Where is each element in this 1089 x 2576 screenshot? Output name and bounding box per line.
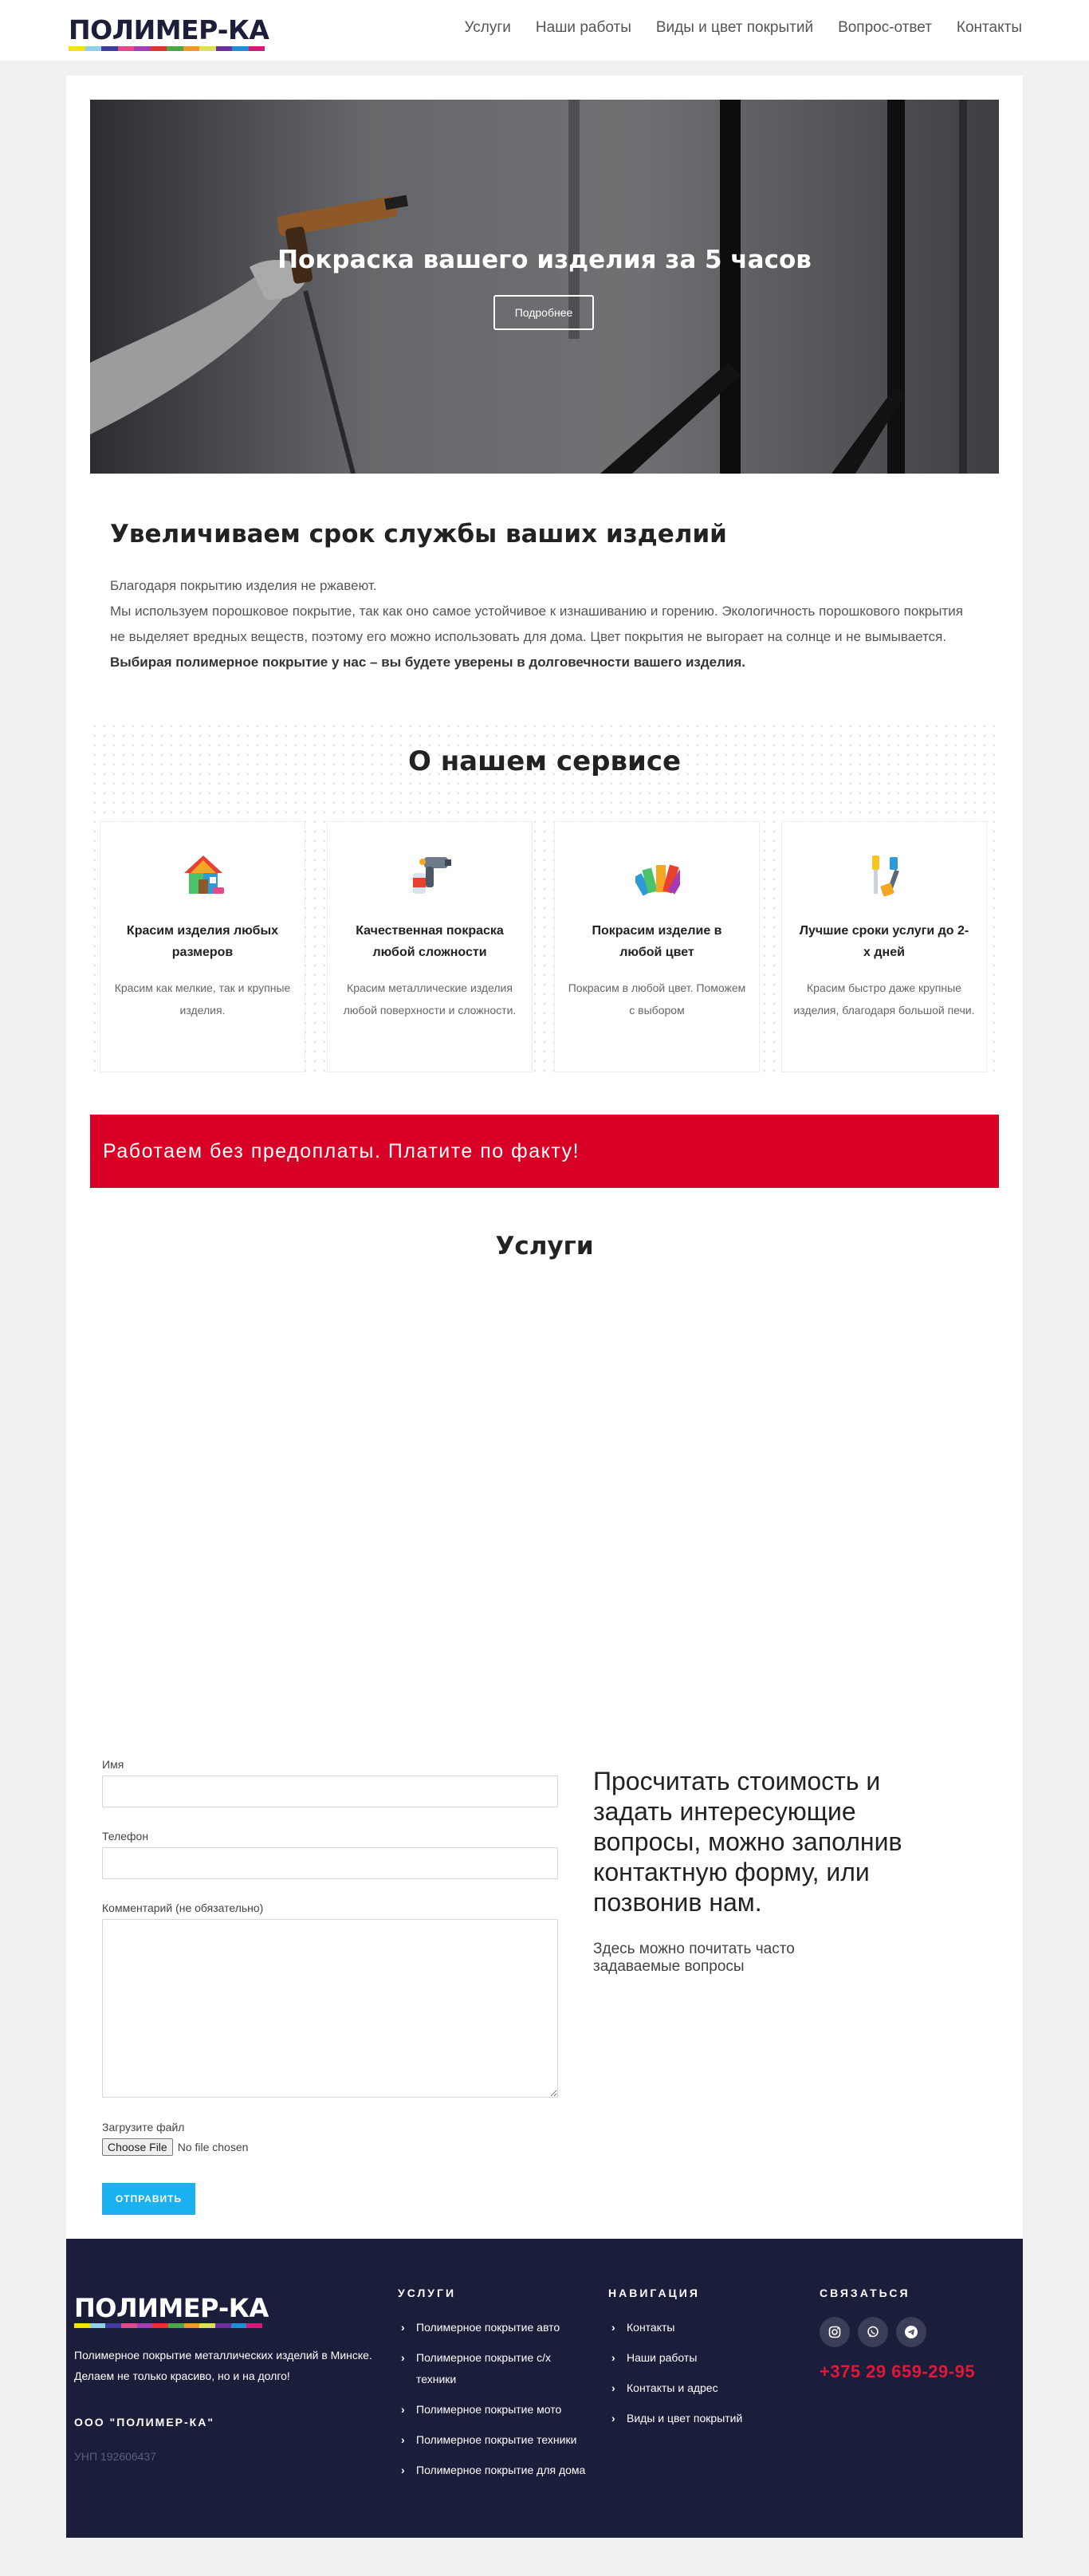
nav-link-coatings[interactable]: Виды и цвет покрытий xyxy=(655,19,814,36)
footer-services-title: УСЛУГИ xyxy=(398,2287,457,2299)
paint-brushes-icon xyxy=(863,852,907,900)
chevron-right-icon: › xyxy=(401,2351,405,2364)
intro-heading: Увеличиваем срок службы ваших изделий xyxy=(110,520,727,549)
nav-link-contacts[interactable]: Контакты xyxy=(956,19,1022,36)
footer-contact-title: СВЯЗАТЬСЯ xyxy=(820,2287,910,2299)
hero-title: Покраска вашего изделия за 5 часов xyxy=(277,246,812,274)
service-heading: О нашем сервисе xyxy=(407,745,682,777)
hero-banner xyxy=(90,100,999,474)
chevron-right-icon: › xyxy=(401,2433,405,2446)
logo-stripe-segment xyxy=(199,46,216,51)
instagram-icon[interactable] xyxy=(820,2317,850,2347)
intro-bold-line: Выбирая полимерное покрытие у нас – вы будете уверены в долговечности вашего изделия. xyxy=(110,655,746,670)
logo-stripe-segment xyxy=(69,46,85,51)
file-label: Загрузите файл xyxy=(102,2121,185,2134)
footer-nav-link[interactable]: › Виды и цвет покрытий xyxy=(608,2408,792,2429)
contact-form xyxy=(102,1758,558,2215)
footer-nav-column xyxy=(608,2287,792,2438)
logo-stripe-segment xyxy=(184,2323,200,2328)
logo-stripe-segment xyxy=(118,46,135,51)
phone-input[interactable] xyxy=(102,1847,558,1879)
footer-service-link[interactable]: › Полимерное покрытие с/х техники xyxy=(398,2347,589,2390)
footer-logo[interactable] xyxy=(74,2293,269,2328)
logo-color-stripe xyxy=(69,46,265,51)
hero-overlay xyxy=(90,100,999,474)
footer-contact-column xyxy=(820,2287,975,2382)
footer-nav-title: НАВИГАЦИЯ xyxy=(608,2287,700,2299)
logo-stripe-segment xyxy=(151,46,167,51)
services-heading: Услуги xyxy=(495,1232,594,1260)
site-footer xyxy=(66,2239,1023,2538)
service-card-text: Покрасим в любой цвет. Поможем с выбором xyxy=(568,981,746,1017)
logo-stripe-segment xyxy=(249,46,265,51)
main-nav xyxy=(464,19,1022,37)
intro-line: Мы используем порошковое покрытие, так как оно самое устойчивое к изнашиванию и горению. Экологичность порошкового покрытия не выделяет вредных веществ, поэтому его можно использовать для дома. Цвет покрытия не выгорает на солнце и не вымывается. xyxy=(110,604,963,644)
service-card xyxy=(554,821,760,1072)
footer-nav-link[interactable]: › Контакты и адрес xyxy=(608,2377,792,2399)
site-header xyxy=(0,0,1089,61)
choose-file-button[interactable]: Choose File xyxy=(102,2138,173,2156)
intro-text xyxy=(110,573,979,675)
service-card-title: Качественная покраска любой сложности xyxy=(356,924,504,959)
comment-label: Комментарий (не обязательно) xyxy=(102,1902,264,1914)
name-input[interactable] xyxy=(102,1776,558,1807)
intro-line: Благодаря покрытию изделия не ржавеют. xyxy=(110,578,377,593)
name-label: Имя xyxy=(102,1758,124,1771)
footer-service-link[interactable]: › Полимерное покрытие мото xyxy=(398,2399,589,2421)
footer-unp: УНП 192606437 xyxy=(74,2450,157,2463)
chevron-right-icon: › xyxy=(611,2381,615,2394)
service-card-text: Красим как мелкие, так и крупные изделия. xyxy=(114,981,291,1017)
logo-stripe-segment xyxy=(101,46,118,51)
chevron-right-icon: › xyxy=(611,2321,615,2334)
logo-text: ПОЛИМЕР-КА xyxy=(69,14,269,45)
logo-stripe-segment xyxy=(215,2323,231,2328)
file-upload xyxy=(102,2138,558,2156)
banner-text: Работаем без предоплаты. Платите по факту! xyxy=(103,1139,580,1162)
logo-stripe-segment xyxy=(168,2323,184,2328)
logo-stripe-segment xyxy=(85,46,102,51)
footer-phone[interactable]: +375 29 659-29-95 xyxy=(820,2362,976,2381)
service-card xyxy=(100,821,305,1072)
logo-stripe-segment xyxy=(199,2323,215,2328)
footer-service-link[interactable]: › Полимерное покрытие техники xyxy=(398,2429,589,2451)
logo-stripe-segment xyxy=(90,2323,106,2328)
chevron-right-icon: › xyxy=(401,2464,405,2476)
no-prepayment-banner xyxy=(90,1115,999,1188)
footer-company: ООО "ПОЛИМЕР-КА" xyxy=(74,2416,214,2429)
color-palette-icon xyxy=(635,852,680,900)
cta-heading: Просчитать стоимость и задать интересующие вопросы, можно заполнив контактную форму, или позвонив нам. xyxy=(593,1767,902,1917)
service-cards xyxy=(100,821,987,1072)
footer-services-column xyxy=(398,2287,589,2490)
service-section xyxy=(90,722,999,1076)
service-card-title: Покрасим изделие в любой цвет xyxy=(592,924,722,959)
footer-logo-color-stripe xyxy=(74,2323,262,2328)
chevron-right-icon: › xyxy=(611,2412,615,2425)
footer-logo-text: ПОЛИМЕР-КА xyxy=(74,2293,269,2323)
logo-stripe-segment xyxy=(231,2323,247,2328)
chevron-right-icon: › xyxy=(401,2321,405,2334)
logo-stripe-segment xyxy=(232,46,249,51)
logo-stripe-segment xyxy=(246,2323,262,2328)
logo-stripe-segment xyxy=(152,2323,168,2328)
logo-stripe-segment xyxy=(216,46,233,51)
nav-link-works[interactable]: Наши работы xyxy=(535,19,631,36)
footer-nav-link[interactable]: › Контакты xyxy=(608,2317,792,2338)
main-content xyxy=(66,76,1023,2239)
submit-button[interactable]: ОТПРАВИТЬ xyxy=(102,2183,195,2215)
footer-service-link[interactable]: › Полимерное покрытие для дома xyxy=(398,2460,589,2481)
logo-stripe-segment xyxy=(137,2323,153,2328)
service-card-text: Красим металлические изделия любой поверхности и сложности. xyxy=(343,981,517,1017)
footer-description: Полимерное покрытие металлических изделий в Минске. Делаем не только красиво, но и на долго! xyxy=(74,2349,372,2382)
footer-nav-link[interactable]: › Наши работы xyxy=(608,2347,792,2369)
logo-stripe-segment xyxy=(167,46,183,51)
logo-stripe-segment xyxy=(134,46,151,51)
telegram-icon[interactable] xyxy=(896,2317,926,2347)
footer-service-link[interactable]: › Полимерное покрытие авто xyxy=(398,2317,589,2338)
service-card xyxy=(781,821,987,1072)
file-status: No file chosen xyxy=(177,2141,249,2153)
logo-stripe-segment xyxy=(74,2323,90,2328)
chevron-right-icon: › xyxy=(611,2351,615,2364)
site-logo[interactable] xyxy=(69,16,268,51)
phone-label: Телефон xyxy=(102,1830,149,1843)
comment-textarea[interactable] xyxy=(102,1919,558,2098)
social-links xyxy=(820,2317,975,2347)
faq-link[interactable]: Здесь можно почитать часто задаваемые вопросы xyxy=(593,1941,795,1975)
nav-link-faq[interactable]: Вопрос-ответ xyxy=(838,19,932,36)
nav-link-services[interactable]: Услуги xyxy=(464,19,511,36)
cta-block xyxy=(593,1766,944,1976)
logo-stripe-segment xyxy=(183,46,200,51)
chevron-right-icon: › xyxy=(401,2403,405,2416)
logo-stripe-segment xyxy=(105,2323,121,2328)
hero-more-button[interactable]: Подробнее xyxy=(493,295,594,330)
service-card-text: Красим быстро даже крупные изделия, благодаря большой печи. xyxy=(793,981,975,1017)
house-paint-icon xyxy=(181,852,226,900)
viber-icon[interactable] xyxy=(858,2317,888,2347)
logo-stripe-segment xyxy=(121,2323,137,2328)
spray-gun-icon xyxy=(408,852,453,900)
service-card-title: Лучшие сроки услуги до 2-х дней xyxy=(799,924,969,959)
service-card xyxy=(327,821,533,1072)
service-card-title: Красим изделия любых размеров xyxy=(126,924,279,959)
